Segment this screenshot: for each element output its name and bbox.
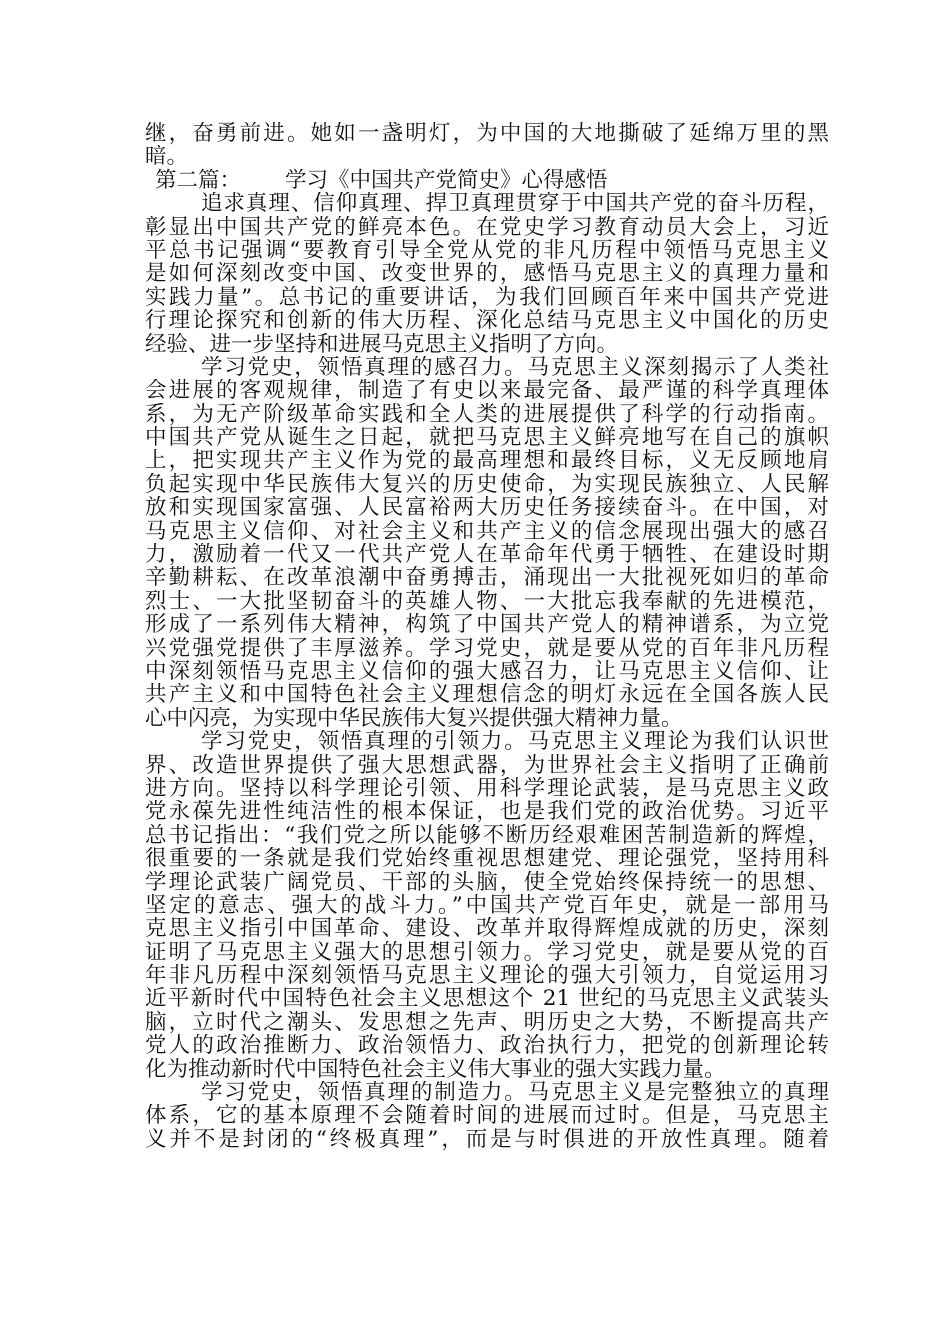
text-line: 学习党史，领悟真理的制造力。马克思主义是完整独立的真理 bbox=[201, 1081, 829, 1105]
text-line: 很重要的一条就是我们党始终重视思想建党、理论强党，坚持用科 bbox=[145, 847, 829, 871]
text-line: 行理论探究和创新的伟大历程、深化总结马克思主义中国化的历史 bbox=[145, 309, 829, 333]
text-line: 心中闪亮，为实现中华民族伟大复兴提供强大精神力量。 bbox=[145, 706, 683, 731]
text-line: 脑，立时代之潮头、发思想之先声、明历史之大势，不断提高共产 bbox=[145, 1010, 829, 1035]
text-line: 马克思主义信仰、对社会主义和共产主义的信念展现出强大的感召 bbox=[145, 519, 829, 544]
text-line: 学习党史，领悟真理的引领力。马克思主义理论为我们认识世 bbox=[201, 730, 829, 754]
text-line: 总书记指出：“我们党之所以能够不断历经艰难困苦制造新的辉煌， bbox=[145, 823, 829, 848]
text-line: 实践力量”。总书记的重要讲话，为我们回顾百年来中国共产党进 bbox=[145, 285, 829, 310]
text-line: 化为推动新时代中国特色社会主义伟大事业的强大实践力量。 bbox=[145, 1057, 726, 1082]
paragraph bbox=[145, 1081, 829, 1151]
document-page bbox=[145, 122, 829, 1151]
text-line: 学习党史，领悟真理的感召力。马克思主义深刻揭示了人类社 bbox=[201, 355, 829, 380]
text-line: 追求真理、信仰真理、捍卫真理贯穿于中国共产党的奋斗历程， bbox=[201, 192, 829, 216]
intro-text bbox=[145, 122, 829, 169]
text-line: 暗。 bbox=[145, 145, 189, 169]
text-line: 负起实现中华民族伟大复兴的历史使命，为实现民族独立、人民解 bbox=[145, 472, 829, 497]
text-line: 体系，它的基本原理不会随着时间的进展而过时。但是，马克思主 bbox=[145, 1104, 829, 1128]
paragraph bbox=[145, 356, 829, 730]
text-line: 年非凡历程中深刻领悟马克思主义理论的强大引领力，自觉运用习 bbox=[145, 964, 829, 988]
paragraph bbox=[145, 192, 829, 356]
text-line: 近平新时代中国特色社会主义思想这个 21 世纪的马克思主义武装头 bbox=[145, 987, 829, 1011]
section-heading bbox=[145, 169, 829, 192]
text-line: 党人的政治推断力、政治领悟力、政治执行力，把党的创新理论转 bbox=[145, 1034, 829, 1058]
text-line: 继，奋勇前进。她如一盏明灯，为中国的大地撕破了延绵万里的黑 bbox=[145, 122, 829, 146]
text-line: 义并不是封闭的“终极真理”，而是与时俱进的开放性真理。随着 bbox=[145, 1127, 829, 1152]
text-line: 中深刻领悟马克思主义信仰的强大感召力，让马克思主义信仰、让 bbox=[145, 659, 829, 684]
text-line: 形成了一系列伟大精神，构筑了中国共产党人的精神谱系，为立党 bbox=[145, 613, 829, 637]
text-line: 学理论武装广阔党员、干部的头脑，使全党始终保持统一的思想、 bbox=[145, 870, 829, 894]
text-line: 是如何深刻改变中国、改变世界的，感悟马克思主义的真理力量和 bbox=[145, 262, 829, 286]
text-line: 力，激励着一代又一代共产党人在革命年代勇于牺牲、在建设时期 bbox=[145, 543, 829, 567]
text-line: 烈士、一大批坚韧奋斗的英雄人物、一大批忘我奉献的先进模范， bbox=[145, 589, 829, 614]
paragraph bbox=[145, 730, 829, 1081]
text-line: 彰显出中国共产党的鲜亮本色。在党史学习教育动员大会上，习近 bbox=[145, 215, 829, 239]
text-line: 共产主义和中国特色社会主义理想信念的明灯永远在全国各族人民 bbox=[145, 683, 829, 707]
text-line: 克思主义指引中国革命、建设、改革并取得辉煌成就的历史，深刻 bbox=[145, 917, 829, 941]
text-line: 兴党强党提供了丰厚滋养。学习党史，就是要从党的百年非凡历程 bbox=[145, 636, 829, 660]
text-line: 界、改造世界提供了强大思想武器，为世界社会主义指明了正确前 bbox=[145, 753, 829, 777]
text-line: 坚定的意志、强大的战斗力。”中国共产党百年史，就是一部用马 bbox=[145, 893, 829, 918]
text-line: 系，为无产阶级革命实践和全人类的进展提供了科学的行动指南。 bbox=[145, 402, 829, 427]
text-line: 中国共产党从诞生之日起，就把马克思主义鲜亮地写在自己的旗帜 bbox=[145, 426, 829, 450]
text-line: 辛勤耕耘、在改革浪潮中奋勇搏击，涌现出一大批视死如归的革命 bbox=[145, 566, 829, 590]
text-line: 进方向。坚持以科学理论引领、用科学理论武装，是马克思主义政 bbox=[145, 776, 829, 801]
section-title: 学习《中国共产党简史》心得感悟 bbox=[285, 167, 608, 193]
text-line: 上，把实现共产主义作为党的最高理想和最终目标，义无反顾地肩 bbox=[145, 449, 829, 473]
section-label: 第二篇： bbox=[155, 167, 242, 193]
text-line: 证明了马克思主义强大的思想引领力。学习党史，就是要从党的百 bbox=[145, 940, 829, 965]
text-line: 放和实现国家富强、人民富裕两大历史任务接续奋斗。在中国，对 bbox=[145, 496, 829, 520]
text-line: 党永葆先进性纯洁性的根本保证，也是我们党的政治优势。习近平 bbox=[145, 800, 829, 824]
text-line: 平总书记强调“要教育引导全党从党的非凡历程中领悟马克思主义 bbox=[145, 238, 829, 263]
body-paragraphs bbox=[145, 192, 829, 1151]
text-line: 经验、进一步坚持和进展马克思主义指明了方向。 bbox=[145, 332, 619, 356]
text-line: 会进展的客观规律，制造了有史以来最完备、最严谨的科学真理体 bbox=[145, 379, 829, 403]
